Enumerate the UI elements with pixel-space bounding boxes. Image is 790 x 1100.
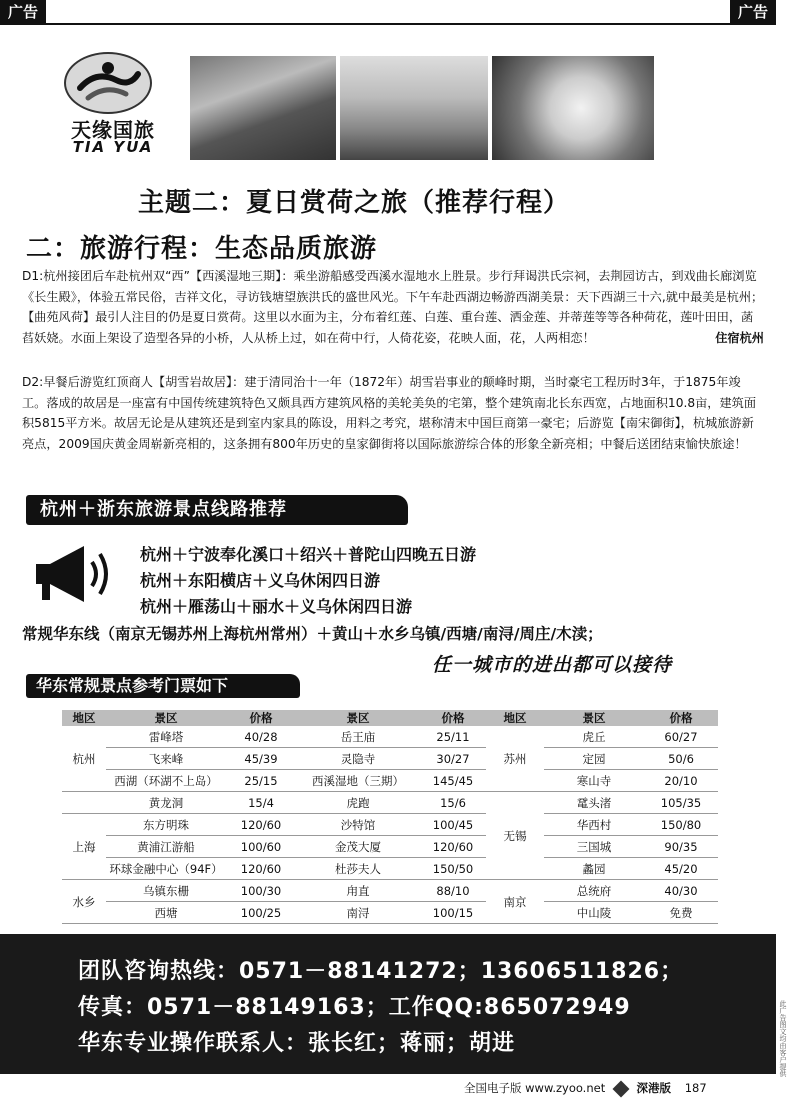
logo-mark-icon bbox=[64, 52, 152, 114]
spot-cell: 飞来峰 bbox=[106, 748, 226, 770]
ticket-table bbox=[62, 710, 718, 924]
section-title: 二：旅游行程：生态品质旅游 bbox=[26, 234, 378, 264]
spot-cell: 三国城 bbox=[544, 836, 644, 858]
diamond-icon bbox=[612, 1080, 629, 1097]
region-cell: 水乡 bbox=[62, 880, 106, 924]
ticket-header-row bbox=[62, 710, 718, 726]
price-cell: 45/20 bbox=[644, 858, 718, 880]
ticket-banner: 华东常规景点参考门票如下 bbox=[26, 674, 300, 698]
page-footer bbox=[464, 1080, 707, 1096]
spot-cell: 环球金融中心（94F） bbox=[106, 858, 226, 880]
region-cell: 南京 bbox=[486, 880, 544, 924]
route-long: 常规华东线（南京无锡苏州上海杭州常州）＋黄山＋水乡乌镇/西塘/南浔/周庄/木渎； bbox=[22, 625, 603, 643]
price-cell: 120/60 bbox=[420, 836, 486, 858]
region-cell: 无锡 bbox=[486, 792, 544, 880]
region-cell bbox=[62, 792, 106, 814]
table-row bbox=[62, 858, 718, 880]
photo-lake-boats bbox=[340, 56, 488, 160]
logo-en-text: TIA YUA bbox=[72, 138, 154, 156]
spot-cell: 岳王庙 bbox=[296, 726, 420, 748]
spot-cell: 总统府 bbox=[544, 880, 644, 902]
day2-text: D2:早餐后游览红顶商人【胡雪岩故居】：建于清同治十一年（1872年）胡雪岩事业的颠峰时期，当时豪宅工程历时3年，于1875年竣工。落成的故居是一座富有中国传统建筑特色又颇具西方建筑风格的美轮美奂的宅第，整个建筑南北长东西宽，占地面积10.8亩，建筑面积5815平方米。故居无论是从建筑还是到室内家具的陈设，用料之考究，堪称清末中国巨商第一豪宅；后游览【南宋御街】，杭城旅游新亮点，2009国庆黄金周崭新亮相的，这条拥有800年历史的皇家御街将以国际旅游综合体的形象全新亮相；中餐后送团结束愉快旅途！ bbox=[22, 375, 757, 451]
route-item: 杭州＋雁荡山＋丽水＋义乌休闲四日游 bbox=[140, 597, 413, 616]
price-cell: 105/35 bbox=[644, 792, 718, 814]
spot-cell: 蠡园 bbox=[544, 858, 644, 880]
price-cell: 15/6 bbox=[420, 792, 486, 814]
spot-cell: 雷峰塔 bbox=[106, 726, 226, 748]
price-cell: 145/45 bbox=[420, 770, 486, 792]
page-number: 187 bbox=[684, 1081, 707, 1095]
photo-lotus-flower bbox=[492, 56, 654, 160]
any-city-slogan: 任一城市的进出都可以接待 bbox=[432, 654, 673, 676]
top-rule bbox=[0, 23, 776, 25]
ad-label-right: 广告 bbox=[730, 0, 776, 24]
spot-cell: 金茂大厦 bbox=[296, 836, 420, 858]
price-cell: 120/60 bbox=[226, 814, 296, 836]
price-cell: 150/80 bbox=[644, 814, 718, 836]
edition-text: 全国电子版 www.zyoo.net bbox=[464, 1081, 606, 1095]
fax-qq-text: 传真：0571－88149163；工作QQ:865072949 bbox=[78, 995, 631, 1020]
table-row bbox=[62, 748, 718, 770]
region-cell: 上海 bbox=[62, 814, 106, 880]
photo-lotus-pond bbox=[190, 56, 336, 160]
header-region: 地区 bbox=[62, 710, 106, 726]
price-cell: 30/27 bbox=[420, 748, 486, 770]
megaphone-icon bbox=[32, 540, 122, 608]
route-item: 杭州＋宁波奉化溪口＋绍兴＋普陀山四晚五日游 bbox=[140, 545, 477, 564]
itinerary-day1 bbox=[22, 266, 764, 348]
contacts-text: 华东专业操作联系人：张长红；蒋丽；胡进 bbox=[78, 1031, 516, 1056]
price-cell: 88/10 bbox=[420, 880, 486, 902]
spot-cell: 黄浦江游船 bbox=[106, 836, 226, 858]
route-list bbox=[140, 542, 476, 620]
price-cell: 100/25 bbox=[226, 902, 296, 924]
price-cell: 50/6 bbox=[644, 748, 718, 770]
table-row bbox=[62, 814, 718, 836]
logo-cn-text: 天缘国旅 bbox=[71, 118, 155, 142]
header-price: 价格 bbox=[644, 710, 718, 726]
route-banner: 杭州＋浙东旅游景点线路推荐 bbox=[26, 495, 408, 525]
region-edition: 深港版 bbox=[636, 1081, 672, 1095]
price-cell: 15/4 bbox=[226, 792, 296, 814]
price-cell: 25/15 bbox=[226, 770, 296, 792]
spot-cell: 乌镇东栅 bbox=[106, 880, 226, 902]
price-cell: 90/35 bbox=[644, 836, 718, 858]
price-cell: 40/28 bbox=[226, 726, 296, 748]
contact-footer bbox=[0, 934, 776, 1074]
spot-cell: 定园 bbox=[544, 748, 644, 770]
price-cell: 100/15 bbox=[420, 902, 486, 924]
spot-cell: 虎丘 bbox=[544, 726, 644, 748]
price-cell: 45/39 bbox=[226, 748, 296, 770]
header-price: 价格 bbox=[226, 710, 296, 726]
spot-cell: 西溪湿地（三期） bbox=[296, 770, 420, 792]
price-cell: 40/30 bbox=[644, 880, 718, 902]
table-row bbox=[62, 836, 718, 858]
table-row bbox=[62, 726, 718, 748]
price-cell: 25/11 bbox=[420, 726, 486, 748]
side-note: 此广告图文均由客户提供 bbox=[779, 1000, 787, 1077]
itinerary-day2 bbox=[22, 372, 764, 454]
price-cell: 120/60 bbox=[226, 858, 296, 880]
logo bbox=[48, 48, 178, 160]
region-cell: 杭州 bbox=[62, 726, 106, 792]
price-cell: 20/10 bbox=[644, 770, 718, 792]
table-row bbox=[62, 770, 718, 792]
spot-cell: 黄龙洞 bbox=[106, 792, 226, 814]
header-region: 地区 bbox=[486, 710, 544, 726]
spot-cell: 杜莎夫人 bbox=[296, 858, 420, 880]
region-cell: 苏州 bbox=[486, 726, 544, 792]
spot-cell: 华西村 bbox=[544, 814, 644, 836]
route-item: 杭州＋东阳横店＋义乌休闲四日游 bbox=[140, 571, 381, 590]
theme-title: 主题二：夏日赏荷之旅（推荐行程） bbox=[138, 188, 571, 218]
spot-cell: 南浔 bbox=[296, 902, 420, 924]
table-row bbox=[62, 902, 718, 924]
spot-cell: 西湖（环湖不上岛） bbox=[106, 770, 226, 792]
spot-cell: 东方明珠 bbox=[106, 814, 226, 836]
spot-cell: 鼋头渚 bbox=[544, 792, 644, 814]
table-row bbox=[62, 880, 718, 902]
day1-text: D1:杭州接团后车赴杭州双“西”【西溪湿地三期】：乘坐游船感受西溪水湿地水上胜景。步行拜谒洪氏宗祠，去荆园访古，到戏曲长廊浏览《长生殿》，体验五常民俗，吉祥文化，寻访钱塘望族洪氏的盛世风光。下午车赴西湖边畅游西湖美景：天下西湖三十六,就中最美是杭州；【曲苑风荷】最引人注目的仍是夏日赏荷。这里以水面为主，分布着红莲、白莲、重台莲、洒金莲、并蒂莲等等各种荷花，莲叶田田，菡萏妖娆。水面上架设了造型各异的小桥，人从桥上过，如在荷中行，人倚花姿，花映人面，花，人两相恋！ bbox=[22, 269, 764, 345]
spot-cell: 灵隐寺 bbox=[296, 748, 420, 770]
spot-cell: 寒山寺 bbox=[544, 770, 644, 792]
price-cell: 100/45 bbox=[420, 814, 486, 836]
table-row bbox=[62, 792, 718, 814]
price-cell: 150/50 bbox=[420, 858, 486, 880]
header-price: 价格 bbox=[420, 710, 486, 726]
hotline-text: 团队咨询热线：0571－88141272；13606511826； bbox=[78, 959, 684, 984]
spot-cell: 中山陵 bbox=[544, 902, 644, 924]
spot-cell: 沙特馆 bbox=[296, 814, 420, 836]
spot-cell: 西塘 bbox=[106, 902, 226, 924]
price-cell: 100/60 bbox=[226, 836, 296, 858]
header-spot: 景区 bbox=[106, 710, 226, 726]
price-cell: 60/27 bbox=[644, 726, 718, 748]
price-cell: 100/30 bbox=[226, 880, 296, 902]
spot-cell: 虎跑 bbox=[296, 792, 420, 814]
day1-stay: 住宿杭州 bbox=[715, 330, 764, 345]
ad-label-left: 广告 bbox=[0, 0, 46, 24]
price-cell: 免费 bbox=[644, 902, 718, 924]
header-spot: 景区 bbox=[296, 710, 420, 726]
spot-cell: 甪直 bbox=[296, 880, 420, 902]
header-spot: 景区 bbox=[544, 710, 644, 726]
